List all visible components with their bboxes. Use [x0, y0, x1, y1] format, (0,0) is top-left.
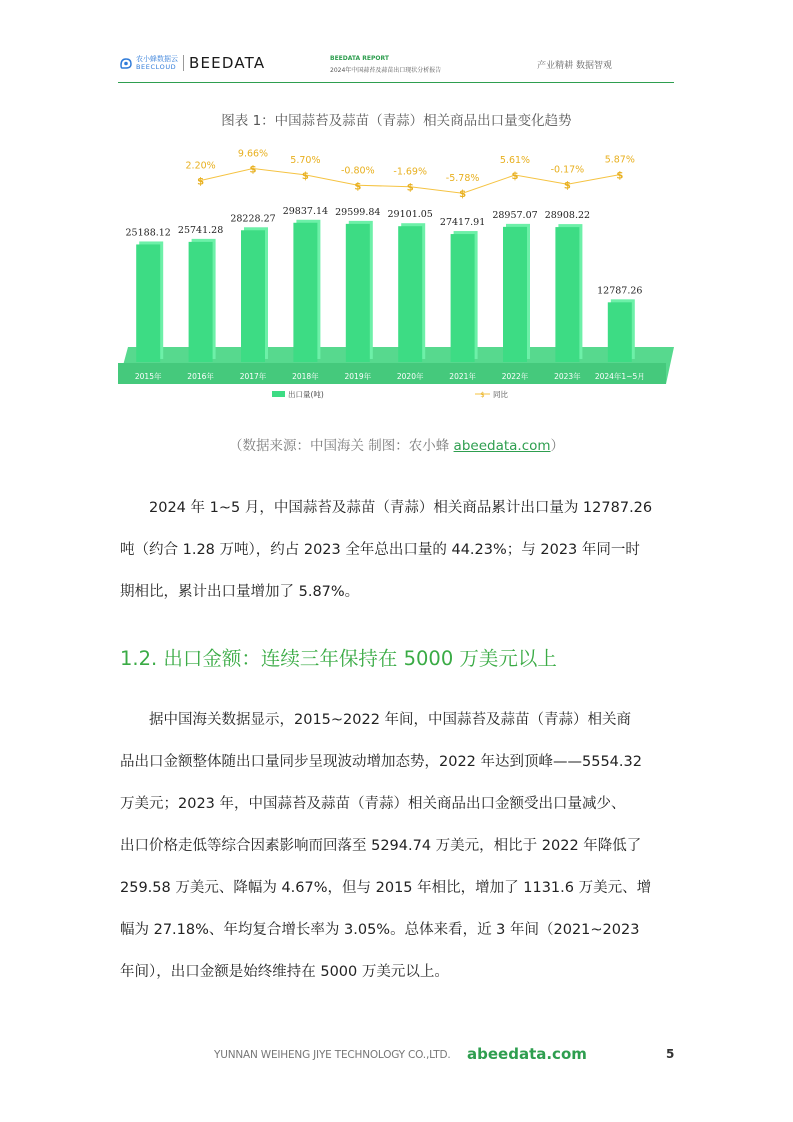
category-label: 2019年 — [344, 372, 372, 381]
section-heading: 1.2. 出口金额：连续三年保持在 5000 万美元以上 — [120, 647, 557, 670]
paragraph-summary — [120, 487, 676, 613]
bar-value-label: 25188.12 — [125, 227, 171, 239]
bar-value-label: 28957.07 — [492, 209, 538, 221]
paragraph-line: 期相比，累计出口量增加了 5.87%。 — [120, 584, 360, 600]
bar — [398, 226, 422, 362]
paragraph-line: 据中国海关数据显示，2015~2022 年间，中国蒜苔及蒜苗（青蒜）相关商 — [149, 712, 632, 728]
paragraph-line: 吨（约合 1.28 万吨），约占 2023 全年总出口量的 44.23%；与 2023 年同一时 — [120, 542, 640, 558]
bar-value-label: 29599.84 — [335, 206, 381, 218]
logo-cn-text: 农小蜂数据云 — [136, 55, 178, 63]
yoy-point: $ — [563, 180, 571, 192]
category-label: 2021年 — [449, 372, 476, 381]
bar — [293, 223, 317, 362]
page-number: 5 — [666, 1047, 675, 1061]
paragraph-line: 2024 年 1~5 月，中国蒜苔及蒜苗（青蒜）相关商品累计出口量为 12787.26 — [149, 500, 653, 516]
legend-bar-label: 出口量(吨) — [288, 390, 324, 399]
yoy-point: $ — [197, 176, 205, 188]
bar — [555, 227, 579, 362]
bar — [189, 242, 213, 362]
report-title-en: BEEDATA REPORT — [330, 55, 389, 62]
source-suffix: ） — [550, 438, 565, 454]
data-source — [0, 434, 793, 454]
yoy-value-label: -0.80% — [340, 165, 375, 177]
category-label: 2018年 — [292, 372, 319, 381]
paragraph-line: 幅为 27.18%、年均复合增长率为 3.05%。总体来看，近 3 年间（2021~2023 — [120, 922, 640, 938]
yoy-point: $ — [406, 182, 414, 194]
yoy-value-label: -0.17% — [550, 164, 585, 176]
bar-value-label: 12787.26 — [597, 285, 643, 297]
yoy-value-label: -5.78% — [445, 173, 480, 185]
page-header — [118, 52, 674, 83]
yoy-point: $ — [616, 170, 624, 182]
yoy-point: $ — [459, 189, 467, 201]
bar — [241, 230, 265, 362]
bar-value-label: 29101.05 — [387, 209, 433, 221]
logo-separator — [183, 55, 184, 71]
bar — [346, 224, 370, 362]
paragraph-line: 万美元；2023 年，中国蒜苔及蒜苗（青蒜）相关商品出口金额受出口量减少、 — [120, 796, 626, 812]
paragraph-line: 出口价格走低等综合因素影响而回落至 5294.74 万美元，相比于 2022 年降低了 — [120, 838, 642, 854]
bar-value-label: 29837.14 — [282, 205, 329, 217]
yoy-value-label: 2.20% — [185, 160, 216, 172]
yoy-point: $ — [301, 170, 309, 182]
chart-title: 图表 1：中国蒜苔及蒜苗（青蒜）相关商品出口量变化趋势 — [221, 113, 572, 129]
source-link[interactable]: abeedata.com — [453, 438, 551, 454]
yoy-value-label: 9.66% — [237, 148, 269, 160]
source-prefix: （数据来源：中国海关 制图：农小蜂 — [228, 438, 454, 454]
paragraph-line: 年间），出口金额是始终维持在 5000 万美元以上。 — [120, 964, 449, 980]
bar — [608, 302, 632, 362]
bar-value-label: 27417.91 — [439, 217, 486, 229]
bar-value-label: 28228.27 — [230, 213, 276, 225]
category-label: 2015年 — [134, 372, 162, 381]
category-label: 2016年 — [187, 372, 214, 381]
yoy-value-label: 5.70% — [290, 154, 321, 166]
footer-company: YUNNAN WEIHENG JIYE TECHNOLOGY CO.,LTD. — [214, 1049, 451, 1061]
category-label: 2020年 — [396, 372, 424, 381]
logo-en-text: BEECLOUD — [136, 63, 177, 71]
beecloud-logo-icon — [118, 55, 134, 71]
legend-bar-swatch — [272, 391, 285, 397]
category-label: 2022年 — [501, 372, 529, 381]
yoy-point: $ — [511, 171, 519, 183]
yoy-point: $ — [354, 181, 362, 193]
legend-line-marker: $ — [480, 391, 485, 399]
category-label: 2024年1~5月 — [594, 372, 645, 381]
legend-line-label: 同比 — [493, 390, 508, 399]
yoy-value-label: -1.69% — [393, 166, 428, 178]
export-volume-chart — [110, 140, 682, 405]
bar-value-label: 28908.22 — [544, 210, 591, 222]
bar — [136, 244, 160, 362]
yoy-point: $ — [249, 164, 257, 176]
paragraph-line: 品出口金额整体随出口量同步呈现波动增加态势，2022 年达到顶峰——5554.32 — [120, 754, 642, 770]
paragraph-export-value — [120, 699, 676, 993]
report-title-cn: 2024年中国蒜苔及蒜苗出口现状分析报告 — [330, 67, 442, 74]
yoy-value-label: 5.87% — [604, 154, 635, 166]
paragraph-line: 259.58 万美元、降幅为 4.67%，但与 2015 年相比，增加了 1131.6 万美元、增 — [120, 880, 652, 896]
category-label: 2017年 — [239, 372, 267, 381]
yoy-value-label: 5.61% — [499, 155, 531, 167]
brand-name: BEEDATA — [189, 54, 266, 72]
category-label: 2023年 — [554, 372, 581, 381]
footer-site-link[interactable]: abeedata.com — [467, 1045, 587, 1063]
bar — [451, 234, 475, 362]
bar — [503, 227, 527, 362]
bar-value-label: 25741.28 — [177, 224, 224, 236]
header-slogan: 产业精耕 数据智观 — [537, 61, 612, 71]
